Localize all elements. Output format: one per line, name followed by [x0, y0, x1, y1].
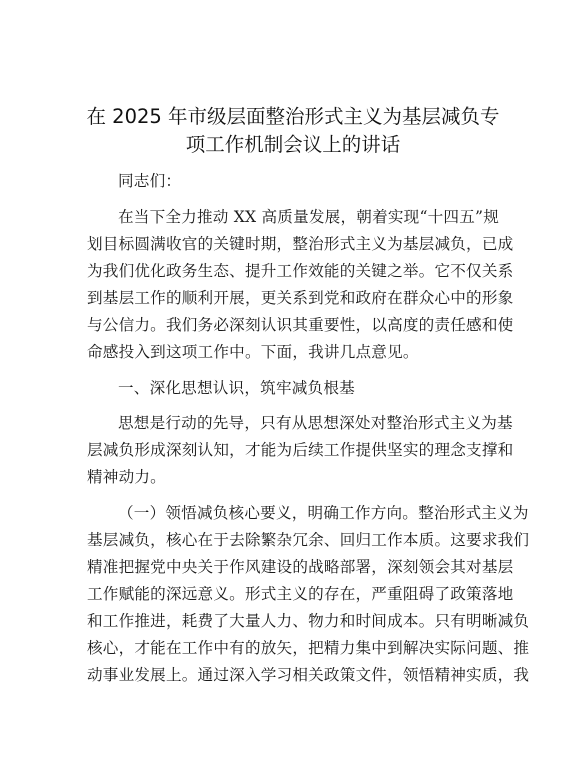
paragraph-2	[87, 410, 514, 491]
document-title	[80, 103, 506, 159]
paragraph-2-line: 精神动力。	[87, 468, 166, 486]
paragraph-1-line: 命感投入到这项工作中。下面，我讲几点意见。	[87, 343, 419, 361]
title-line-1: 在 2025 年市级层面整治形式主义为基层减负专	[86, 105, 500, 128]
greeting: 同志们：	[118, 172, 182, 190]
paragraph-3-line: 精准把握党中央关于作风建设的战略部署，深刻领会其对基层	[87, 558, 514, 576]
paragraph-1-line: 到基层工作的顺利开展，更关系到党和政府在群众心中的形象	[87, 289, 514, 307]
paragraph-1-line: 与公信力。我们务必深刻认识其重要性，以高度的责任感和使	[87, 316, 514, 334]
paragraph-1-line: 为我们优化政务生态、提升工作效能的关键之举。它不仅关系	[87, 262, 514, 280]
paragraph-3-line: （一）领悟减负核心要义，明确工作方向。整治形式主义为	[118, 504, 529, 522]
paragraph-3-line: 基层减负，核心在于去除繁杂冗余、回归工作本质。这要求我们	[87, 531, 530, 549]
paragraph-3-line: 和工作推进，耗费了大量人力、物力和时间成本。只有明晰减负	[87, 612, 530, 630]
paragraph-3-line: 工作赋能的深远意义。形式主义的存在，严重阻碍了政策落地	[87, 585, 514, 603]
paragraph-3-line: 动事业发展上。通过深入学习相关政策文件，领悟精神实质，我	[87, 666, 530, 684]
paragraph-1-line: 在当下全力推动 XX 高质量发展，朝着实现“十四五”规	[118, 208, 499, 226]
paragraph-3-line: 核心，才能在工作中有的放矢，把精力集中到解决实际问题、推	[87, 639, 530, 657]
section-heading-1: 一、深化思想认识，筑牢减负根基	[118, 379, 355, 397]
title-line-2: 项工作机制会议上的讲话	[185, 133, 401, 156]
document-body	[87, 168, 530, 698]
paragraph-1	[87, 204, 514, 366]
paragraph-2-line: 层减负形成深刻认知，才能为后续工作提供坚实的理念支撑和	[87, 441, 514, 459]
paragraph-3	[87, 500, 530, 689]
paragraph-2-line: 思想是行动的先导，只有从思想深处对整治形式主义为基	[118, 414, 513, 432]
paragraph-1-line: 划目标圆满收官的关键时期，整治形式主义为基层减负，已成	[87, 235, 514, 253]
